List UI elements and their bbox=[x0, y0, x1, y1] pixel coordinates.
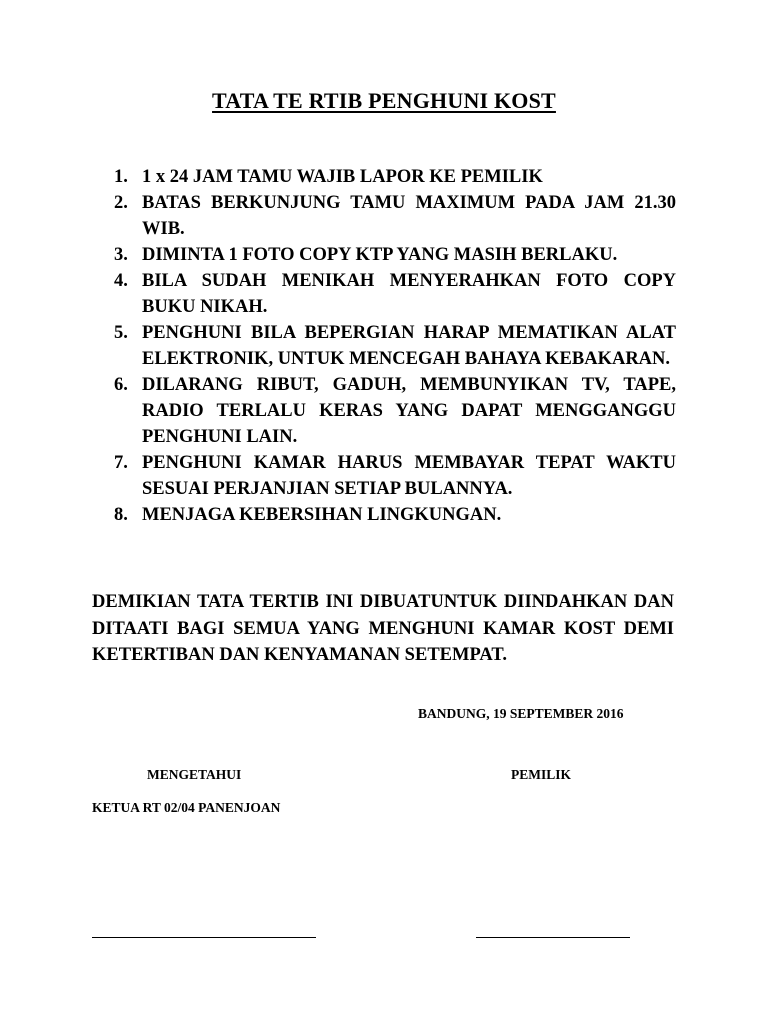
owner-heading: PEMILIK bbox=[511, 767, 572, 782]
rule-number: 7. bbox=[114, 453, 128, 473]
rule-item bbox=[110, 502, 676, 528]
rules-list bbox=[110, 164, 676, 528]
rule-text: BILA SUDAH MENIKAH MENYERAHKAN FOTO COPY BUKU NIKAH. bbox=[142, 271, 676, 317]
rule-number: 2. bbox=[114, 193, 128, 213]
rule-item bbox=[110, 242, 676, 268]
rule-item bbox=[110, 320, 676, 372]
right-signature-line bbox=[476, 937, 630, 938]
rule-item bbox=[110, 268, 676, 320]
rule-text: 1 x 24 JAM TAMU WAJIB LAPOR KE PEMILIK bbox=[142, 167, 543, 187]
rt-head-title: KETUA RT 02/04 PANENJOAN bbox=[92, 800, 281, 815]
closing-paragraph: DEMIKIAN TATA TERTIB INI DIBUATUNTUK DIINDAHKAN DAN DITAATI BAGI SEMUA YANG MENGHUNI KAMAR KOST DEMI KETERTIBAN DAN KENYAMANAN SETEMPAT. bbox=[92, 592, 674, 665]
rule-number: 3. bbox=[114, 245, 128, 265]
document-title-text: TATA TE RTIB PENGHUNI KOST bbox=[212, 88, 556, 113]
rule-item bbox=[110, 372, 676, 450]
rule-text: MENJAGA KEBERSIHAN LINGKUNGAN. bbox=[142, 505, 502, 525]
rule-number: 6. bbox=[114, 375, 128, 395]
rule-number: 4. bbox=[114, 271, 128, 291]
rule-text: DIMINTA 1 FOTO COPY KTP YANG MASIH BERLAKU. bbox=[142, 245, 618, 265]
rule-number: 8. bbox=[114, 505, 128, 525]
rule-text: DILARANG RIBUT, GADUH, MEMBUNYIKAN TV, TAPE, RADIO TERLALU KERAS YANG DAPAT MENGGANGGU PENGHUNI LAIN. bbox=[142, 375, 676, 447]
place-date: BANDUNG, 19 SEPTEMBER 2016 bbox=[418, 706, 624, 721]
left-signature-line bbox=[92, 937, 316, 938]
rule-item bbox=[110, 190, 676, 242]
rule-text: BATAS BERKUNJUNG TAMU MAXIMUM PADA JAM 21.30 WIB. bbox=[142, 193, 676, 239]
rule-text: PENGHUNI KAMAR HARUS MEMBAYAR TEPAT WAKTU SESUAI PERJANJIAN SETIAP BULANNYA. bbox=[142, 453, 676, 499]
rule-number: 1. bbox=[114, 167, 128, 187]
rule-item bbox=[110, 164, 676, 190]
document-title bbox=[0, 88, 768, 114]
rule-number: 5. bbox=[114, 323, 128, 343]
rule-item bbox=[110, 450, 676, 502]
acknowledged-heading: MENGETAHUI bbox=[147, 767, 242, 782]
rule-text: PENGHUNI BILA BEPERGIAN HARAP MEMATIKAN ALAT ELEKTRONIK, UNTUK MENCEGAH BAHAYA KEBAKARAN. bbox=[142, 323, 676, 369]
